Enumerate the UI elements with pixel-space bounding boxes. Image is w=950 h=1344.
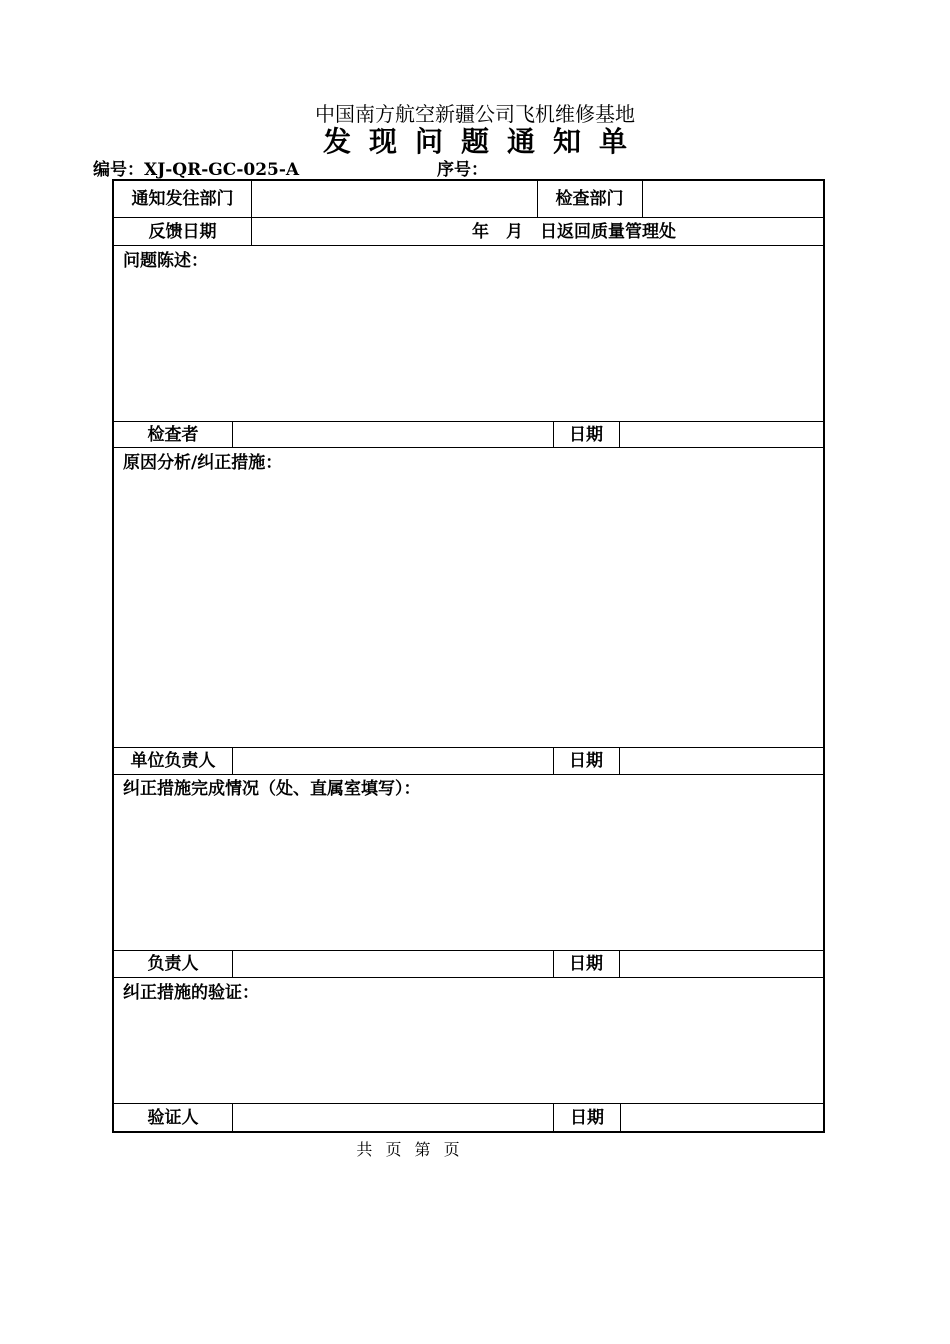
feedback-date-label: 反馈日期 [148, 222, 217, 242]
inspection-date-field[interactable] [620, 422, 823, 447]
inspection-date-label: 日期 [569, 425, 603, 445]
verification-area[interactable] [114, 1007, 823, 1101]
notify-dept-label: 通知发往部门 [131, 189, 234, 209]
completion-status-label: 纠正措施完成情况（处、直属室填写）： [123, 779, 421, 799]
responsible-date-label: 日期 [569, 954, 603, 974]
verification-label: 纠正措施的验证： [123, 983, 259, 1003]
inspector-field[interactable] [233, 422, 552, 447]
form-title: 发现问题通知单 [322, 125, 645, 158]
cause-analysis-area[interactable] [114, 477, 823, 745]
completion-status-area[interactable] [114, 803, 823, 948]
cause-analysis-label: 原因分析/纠正措施： [123, 453, 283, 473]
unit-head-date-label: 日期 [569, 751, 603, 771]
verifier-field[interactable] [233, 1104, 552, 1132]
notify-dept-field[interactable] [252, 181, 536, 217]
verification-date-label: 日期 [570, 1108, 604, 1128]
verifier-label: 验证人 [147, 1108, 199, 1128]
problem-statement-label: 问题陈述： [123, 251, 208, 271]
problem-statement-area[interactable] [114, 275, 823, 419]
notice-form-table [112, 179, 825, 1133]
responsible-person-label: 负责人 [147, 954, 199, 974]
inspector-label: 检查者 [147, 425, 199, 445]
form-code: 编号：XJ-QR-GC-025-A [93, 160, 300, 180]
check-dept-label: 检查部门 [555, 189, 624, 209]
responsible-date-field[interactable] [620, 951, 823, 977]
page-count-footer: 共 页 第 页 [356, 1140, 464, 1159]
unit-head-date-field[interactable] [620, 748, 823, 774]
sequence-number-label: 序号： [437, 160, 488, 180]
verification-date-field[interactable] [621, 1104, 823, 1132]
responsible-person-field[interactable] [233, 951, 552, 977]
feedback-return-text: 年 月 日返回质量管理处 [472, 222, 676, 242]
unit-head-field[interactable] [233, 748, 552, 774]
company-name: 中国南方航空新疆公司飞机维修基地 [315, 102, 635, 126]
unit-head-label: 单位负责人 [130, 751, 216, 771]
check-dept-field[interactable] [643, 181, 823, 217]
